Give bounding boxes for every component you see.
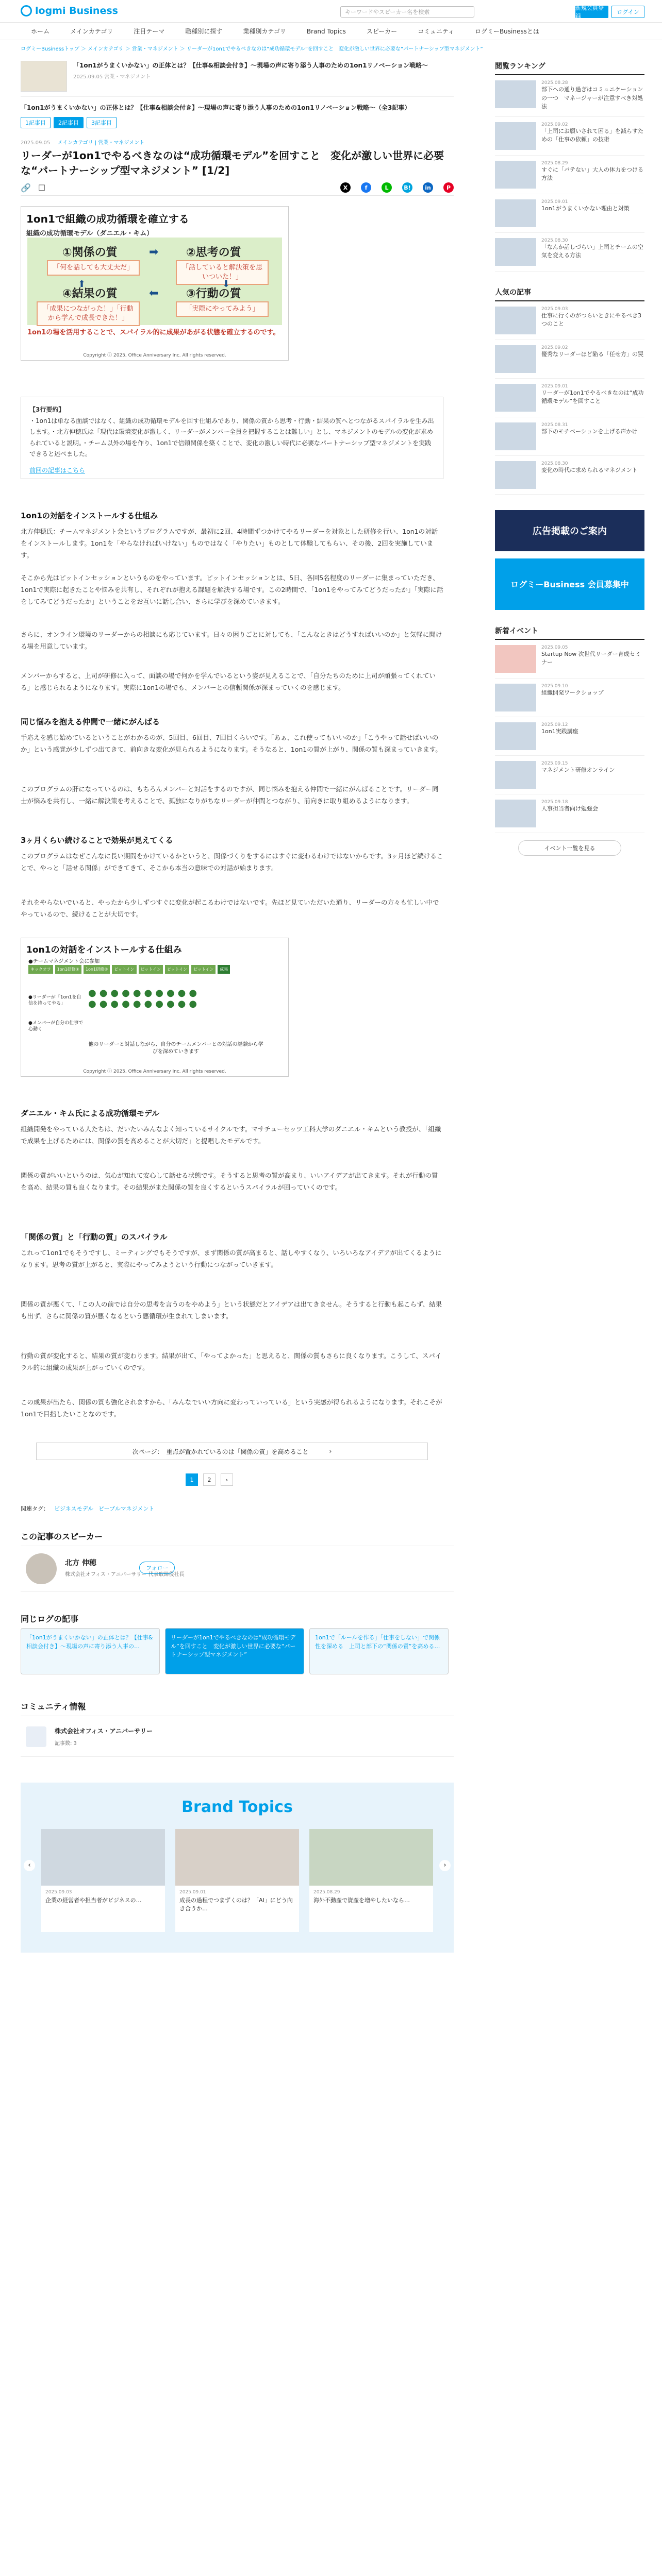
slide-title: 1on1で組織の成功循環を確立する <box>26 213 189 225</box>
series-list-text: リーダーが1on1でやるべきなのは“成功循環モデル”を回すこと 変化が激しい世界に必要な“パートナーシップ型マネジメント” <box>171 1634 296 1658</box>
part-1-tab[interactable]: 1記事目 <box>21 117 51 128</box>
item-date: 2025.09.01 <box>541 199 568 205</box>
event-item[interactable] <box>495 640 644 679</box>
prev-arrow-icon[interactable]: ‹ <box>24 1860 35 1871</box>
summary-title: 【3行要約】 <box>29 406 65 413</box>
item-thumbnail <box>495 761 536 789</box>
nav-themes[interactable]: 注目テーマ <box>134 28 165 35</box>
avatar <box>26 1553 57 1584</box>
item-thumbnail <box>495 161 536 189</box>
hatena-share-icon[interactable]: B! <box>402 182 412 193</box>
item-title: 部下への通り過ぎはコミュニケーションの一つ マネージャーが注意すべき対処法 <box>541 86 643 110</box>
slide-copyright: Copyright ⓒ 2025, Office Anniversary Inc. All rights reserved. <box>83 353 226 358</box>
event-item[interactable] <box>495 756 644 794</box>
paragraph: 関係の質が悪くて、「この人の前では自分の思考を言うのをやめよう」という状態だとアイデアは出てきません。そうすると行動も起こらず、結果も出ず、さらに関係の質が悪くなるという悪循環が生まれてしまいます。 <box>21 1300 442 1320</box>
series-thumbnail <box>21 61 67 92</box>
paragraph: さらに、オンライン環境のリーダーからの相談にも応じています。日々の困りごとに対しても、「こんなときはどうすればいいのか」と気軽に聞ける場を用意しています。 <box>21 631 442 651</box>
q2-label: ②思考の質 <box>186 246 241 259</box>
item-date: 2025.09.15 <box>541 760 568 766</box>
next-page-box[interactable] <box>36 1443 428 1460</box>
popular-item[interactable] <box>495 340 644 379</box>
ranking-item[interactable] <box>495 75 644 117</box>
nav-about[interactable]: ログミーBusinessとは <box>474 28 539 35</box>
item-date: 2025.09.12 <box>541 722 568 727</box>
tags <box>21 1504 154 1513</box>
item-title: 1on1がうまくいかない理由と対策 <box>541 205 630 212</box>
page-1-button[interactable]: 1 <box>186 1473 198 1486</box>
ranking-item[interactable] <box>495 156 644 194</box>
global-nav <box>0 23 662 40</box>
step-chip: キックオフ <box>28 965 53 974</box>
community-logo <box>26 1726 46 1747</box>
item-date: 2025.09.02 <box>541 345 568 350</box>
nav-speakers[interactable]: スピーカー <box>366 28 398 35</box>
paragraph: 組織開発をやっている人たちは、だいたいみんなよく知っているサイクルです。マサチューセッツ工科大学のダニエル・キムという教授が、「組織で成果を上げるためには、関係の質を高めることが大切だ」と提唱したモデルです。 <box>21 1125 441 1145</box>
speaker-role: 株式会社オフィス・アニバーサリー 代表取締役社長 <box>65 1572 185 1578</box>
q1-note: 「何を話しても大丈夫だ」 <box>47 260 140 276</box>
series-list-item-current[interactable] <box>165 1628 304 1674</box>
cycle-arrow-up: ⬆ <box>78 279 86 290</box>
section-heading: 同じ悩みを抱える仲間で一緒にがんばる <box>21 717 160 726</box>
brand-card-text: 海外不動産で資産を増やしたいなら… <box>313 1897 410 1904</box>
section-heading: 1on1の対話をインストールする仕組み <box>21 511 158 520</box>
paragraph: 関係の質がいいというのは、気心が知れて安心して話せる状態です。そうすると思考の質が高まり、いいアイデアが出てきます。それが行動の質を高め、結果の質も良くなります。その結果がまた関係の質を良くするというスパイラルが回っていくのです。 <box>21 1172 438 1192</box>
link-icon[interactable]: 🔗 <box>21 183 31 193</box>
ranking-heading: 閲覧ランキング <box>495 61 644 75</box>
slide-legend: ●チームマネジメント会に参加 <box>28 959 100 964</box>
slide-bottom-text: 1on1の場を活用することで、スパイラル的に成果があがる状態を確立するのです。 <box>27 329 280 336</box>
slide-copyright: Copyright ⓒ 2025, Office Anniversary Inc. All rights reserved. <box>83 1069 226 1074</box>
item-thumbnail <box>495 307 536 334</box>
item-title: リーダーが1on1でやるべきなのは“成功循環モデル”を回すこと <box>541 389 644 404</box>
pocket-share-icon[interactable]: P <box>443 182 454 193</box>
community-card[interactable] <box>21 1716 454 1757</box>
brand-card-text: 企業の経営者や担当者がビジネスの… <box>45 1897 142 1904</box>
logo-text: logmi Business <box>35 5 118 16</box>
item-date: 2025.08.30 <box>541 238 568 243</box>
item-date: 2025.08.30 <box>541 461 568 466</box>
logo[interactable] <box>21 5 118 16</box>
article-meta <box>21 138 144 146</box>
q4-label: ④結果の質 <box>62 287 118 300</box>
step-chip: 成果 <box>218 965 230 974</box>
popular-item[interactable] <box>495 417 644 456</box>
community-count: 記事数: 3 <box>55 1741 77 1747</box>
brand-card[interactable] <box>309 1829 433 1932</box>
tags-label: 関連タグ： <box>21 1505 49 1512</box>
series-title: 「1on1がうまくいかない」の正体とは？【仕事&相談会付き】〜現場の声に寄り添う人事のための1on1リノベーション戦略〜 <box>73 62 428 69</box>
signup-button[interactable]: 新規会員登録 <box>575 6 608 18</box>
series-list-text: 「1on1がうまくいかない」の正体とは？【仕事&相談会付き】〜現場の声に寄り添う人事の… <box>26 1634 153 1650</box>
slide-note: 他のリーダーと対話しながら、自分のチームメンバーとの対話の経験から学びを深めていきます <box>88 1042 263 1055</box>
step-chip: ピットイン <box>139 965 163 974</box>
series-parts <box>21 117 454 128</box>
ranking-item[interactable] <box>495 194 644 233</box>
item-title: 組織開発ワークショップ <box>541 689 604 696</box>
member-line: ●メンバーが自分の仕事で心動く <box>28 1021 84 1032</box>
top-bar <box>0 0 662 23</box>
people-figures: ●●●●●●●●●● ●●●●●●●●●● <box>88 988 201 1009</box>
brand-card-image <box>309 1829 433 1886</box>
previous-article-link[interactable]: 前回の記事はこちら <box>29 466 86 474</box>
bookmark-icon[interactable]: ☐ <box>38 183 46 193</box>
paragraph: これって1on1でもそうですし、ミーティングでもそうですが、まず関係の質が高まると、話しやすくなり、いろいろなアイデアが出てくるようになります。思考の質が上がると、実際にやってみようという行動につながっていきます。 <box>21 1249 442 1269</box>
item-title: 「なんか話しづらい」上司とチームの空気を変える方法 <box>541 243 643 259</box>
popular-heading: 人気の記事 <box>495 287 644 301</box>
item-date: 2025.09.05 <box>541 645 568 650</box>
speaker-heading: この記事のスピーカー <box>21 1532 103 1541</box>
item-date: 2025.08.29 <box>541 160 568 166</box>
cycle-arrow-right: ➡ <box>149 246 159 259</box>
step-chip: ピットイン <box>165 965 189 974</box>
paragraph: 行動の質が変化すると、結果の質が変わります。結果が出て、「やってよかった」と思えると、関係の質もさらに良くなります。こうして、スパイラル的に組織の成果が上がっていくのです。 <box>21 1352 442 1372</box>
member-banner-text: ログミーBusiness 会員募集中 <box>510 580 629 589</box>
item-date: 2025.09.10 <box>541 683 568 689</box>
item-thumbnail <box>495 422 536 450</box>
step-chip: ピットイン <box>112 965 136 974</box>
paragraph: 手応えを感じ始めているということがわかるのが、5回目、6回目、7回目くらいです。「あぁ、これ使ってもいいのか」「こうやって話せばいいのか」という感覚が少しずつ出てきて、前向きな変化が見られるようになります。そうなると、1on1の質が上がり、関係の質も深まっていきます。 <box>21 734 442 754</box>
item-thumbnail <box>495 345 536 373</box>
item-title: Startup Now 次世代リーダー育成セミナー <box>541 650 641 666</box>
item-date: 2025.09.01 <box>541 383 568 389</box>
popular-item[interactable] <box>495 379 644 417</box>
paragraph: このプログラムはなぜこんなに長い期間をかけているかというと、関係づくりをするにはすぐに変わるわけではないからです。3ヶ月ほど続けることで、やっと「話せる関係」ができてきて、そこから本当の意味での対話が始まります。 <box>21 852 443 872</box>
next-arrow-icon[interactable]: › <box>221 1473 233 1486</box>
line-share-icon[interactable]: L <box>382 182 392 193</box>
ad-banner[interactable] <box>495 510 644 551</box>
nav-community[interactable]: コミュニティ <box>418 28 454 35</box>
section-heading: 「関係の質」と「行動の質」のスパイラル <box>21 1232 168 1242</box>
search-placeholder: キーワードやスピーカー名を検索 <box>345 9 430 15</box>
part-2-tab[interactable]: 2記事目 <box>54 117 84 128</box>
section-heading: ダニエル・キム氏による成功循環モデル <box>21 1109 160 1118</box>
series-list-item[interactable] <box>21 1628 160 1674</box>
brand-card-date: 2025.09.01 <box>179 1890 206 1895</box>
item-thumbnail <box>495 122 536 150</box>
brand-card-image <box>175 1829 299 1886</box>
brand-card-date: 2025.09.03 <box>45 1890 72 1895</box>
pagination <box>186 1473 233 1486</box>
cycle-arrow-left: ⬅ <box>149 287 159 300</box>
paragraph: 北方伸穂氏：チームマネジメント会というプログラムですが、最初に2回、4時間ずつかけてやるリーダーを対象とした研修を行い、1on1の対話をインストールします。1on1を「やらなければいけない」ものではなく「やりたい」ものとして体験してもらい、その後、2回を実施しています。 <box>21 528 438 560</box>
nav-brand-topics[interactable]: Brand Topics <box>306 27 346 35</box>
breadcrumb[interactable]: ログミーBusinessトップ ＞ メインカテゴリ ＞ 営業・マネジメント ＞ リーダーが1on1でやるべきなのは“成功循環モデル”を回すこと 変化が激しい世界に必要な“パートナーシップ型マネジメント” <box>21 46 483 52</box>
tag-link[interactable]: ピープルマネジメント <box>98 1505 155 1512</box>
series-card[interactable] <box>21 61 454 97</box>
series-meta: 2025.09.05 営業・マネジメント <box>73 74 151 80</box>
community-name: 株式会社オフィス・アニバーサリー <box>55 1727 153 1735</box>
paragraph: このプログラムの肝になっているのは、もちろんメンバーと対話をするのですが、同じ悩みを抱える仲間で一緒にがんばることです。リーダー同士が悩みを共有し、一緒に解決策を考えることで、孤独になりがちなリーダーが仲間とつながり、前向きに取り組めるようになります。 <box>21 785 439 805</box>
nav-occupations[interactable]: 職種別に探す <box>185 28 223 35</box>
event-item[interactable] <box>495 679 644 717</box>
next-page-label: 次ページ： 重点が置かれているのは「関係の質」を高めること <box>132 1448 309 1455</box>
paragraph: そこから先はピットインセッションというものをやっています。ピットインセッションとは、5日、各回5名程度のリーダーに集まっていただき、1on1で実際に起きたことや悩みを共有し、それぞれが抱える課題を解決する場です。この2時間で、「1on1をやってみてどうだったか」「実際に話をしてみてどうだったか」ということをお互いに話し合い、さらに学びを深めていきます。 <box>21 574 443 606</box>
item-thumbnail <box>495 80 536 108</box>
series-list-heading: 同じログの記事 <box>21 1614 79 1624</box>
sidebar <box>495 61 644 856</box>
article-date: 2025.09.05 <box>21 140 51 146</box>
paragraph: この成果が出たら、関係の質も強化されますから、「みんなでいい方向に変わっていっている」という実感が得られるようになります。それこそが1on1で目指したいことなのです。 <box>21 1398 442 1418</box>
cycle-arrow-down: ⬇ <box>222 279 230 290</box>
part-3-tab[interactable]: 3記事目 <box>87 117 117 128</box>
brand-card-text: 成長の過程でつまずくのは？「AI」にどう向き合うか… <box>179 1897 293 1912</box>
article-category[interactable]: メインカテゴリ | 営業・マネジメント <box>57 140 145 146</box>
share-bar <box>21 180 454 196</box>
series-list-text: 1on1で「ルールを作る」「仕事をしない」で関係性を深める 上司と部下の“関係の質”を高める… <box>315 1634 440 1650</box>
article-title: リーダーが1on1でやるべきなのは“成功循環モデル”を回すこと 変化が激しい世界に必要な“パートナーシップ型マネジメント” [1/2] <box>21 149 444 177</box>
community-heading: コミュニティ情報 <box>21 1702 86 1711</box>
item-date: 2025.09.03 <box>541 306 568 312</box>
next-arrow-icon[interactable]: › <box>439 1860 451 1871</box>
item-thumbnail <box>495 722 536 750</box>
member-banner[interactable] <box>495 558 644 610</box>
item-thumbnail <box>495 384 536 412</box>
ranking-item[interactable] <box>495 233 644 272</box>
item-title: 部下のモチベーションを上げる声かけ <box>541 428 638 435</box>
q3-label: ③行動の質 <box>186 287 241 300</box>
item-title: 1on1実践講座 <box>541 727 578 735</box>
q4-note: 「成果につながった！」「行動から学んで成長できた！」 <box>37 301 140 326</box>
brand-topics-section <box>21 1783 454 1953</box>
item-date: 2025.09.02 <box>541 122 568 127</box>
slide-success-cycle <box>21 206 289 361</box>
series-list-item[interactable] <box>309 1628 449 1674</box>
item-thumbnail <box>495 645 536 673</box>
login-button[interactable]: ログイン <box>611 6 644 18</box>
nav-main-category[interactable]: メインカテゴリ <box>70 28 113 35</box>
item-thumbnail <box>495 684 536 711</box>
step-chip: ピットイン <box>191 965 216 974</box>
section-heading: 3ヶ月くらい続けることで効果が見えてくる <box>21 836 173 845</box>
item-title: マネジメント研修オンライン <box>541 766 615 773</box>
ad-title: 広告掲載のご案内 <box>533 526 607 537</box>
q1-label: ①関係の質 <box>62 246 118 259</box>
nav-home[interactable]: ホーム <box>31 28 50 35</box>
series-bar <box>21 103 454 128</box>
item-thumbnail <box>495 238 536 266</box>
item-title: 「上司にお願いされて困る」を減らすための「仕事の依頼」の技術 <box>541 127 643 143</box>
speaker-name: 北方 伸穂 <box>65 1559 96 1567</box>
item-title: 変化の時代に求められるマネジメント <box>541 466 638 473</box>
item-title: すぐに「バテない」大人の体力をつける方法 <box>541 166 643 181</box>
q2-note: 「話していると解決策を思いついた！」 <box>176 260 269 285</box>
speaker-card[interactable] <box>21 1546 454 1592</box>
brand-card[interactable] <box>41 1829 165 1932</box>
brand-card-date: 2025.08.29 <box>313 1890 340 1895</box>
summary-text: ・1on1は単なる面談ではなく、組織の成功循環モデルを回す仕組みであり、関係の質から思考・行動・結果の質へとつながるスパイラルを生み出します。・北方伸穂氏は「現代は環境変化が激しく、リーダーがメンバー全員を把握することは難しい」とし、マネジメントのモデルの変化が求められていると説明。・チーム以外の場を作り、1on1で信頼関係を築くことで、変化の激しい時代に必要なパートナーシップ型マネジメントを実践できると述べました。 <box>29 417 434 458</box>
item-title: 人事担当者向け勉強会 <box>541 805 598 812</box>
steps-row <box>28 965 230 974</box>
series-bar-title: 「1on1がうまくいかない」の正体とは？【仕事&相談会付き】〜現場の声に寄り添う人事のための1on1リノベーション戦略〜（全3記事） <box>21 104 411 111</box>
search-input[interactable] <box>340 6 474 18</box>
event-item[interactable] <box>495 794 644 833</box>
linkedin-share-icon[interactable]: in <box>423 182 433 193</box>
slide-title: 1on1の対話をインストールする仕組み <box>26 945 182 955</box>
paragraph: それをやらないでいると、やったから少しずつすぐに変化が起こるわけではないです。先ほど見ていただいた通り、リーダーの方々も忙しい中でやっているので、続けることが大切です。 <box>21 899 439 919</box>
brand-card-image <box>41 1829 165 1886</box>
item-date: 2025.08.31 <box>541 422 568 428</box>
step-chip: 1on1研修② <box>84 965 110 974</box>
brand-card[interactable] <box>175 1829 299 1932</box>
q3-note: 「実際にやってみよう」 <box>176 301 269 317</box>
item-thumbnail <box>495 199 536 227</box>
item-date: 2025.08.28 <box>541 80 568 86</box>
item-date: 2025.09.18 <box>541 799 568 805</box>
item-thumbnail <box>495 461 536 489</box>
logo-icon <box>21 5 32 16</box>
events-heading: 新着イベント <box>495 625 644 640</box>
summary-box <box>21 397 443 479</box>
events-more-label: イベント一覧を見る <box>544 844 595 852</box>
item-title: 仕事に行くのがつらいときにやるべき3つのこと <box>541 312 641 327</box>
item-title: 優秀なリーダーほど陥る「任せ方」の罠 <box>541 350 643 358</box>
chevron-right-icon: › <box>329 1448 332 1455</box>
item-thumbnail <box>495 800 536 827</box>
paragraph: メンバーからすると、上司が研修に入って、面談の場で何かを学んでいるという姿が見えることで、「自分たちのために上司が頑張ってくれている」と感じられるようになります。実際に1on1の場でも、メンバーとの信頼関係が深まっていくのを感じます。 <box>21 672 436 692</box>
x-share-icon[interactable]: X <box>340 182 351 193</box>
facebook-share-icon[interactable]: f <box>361 182 371 193</box>
events-more-button[interactable] <box>518 840 621 856</box>
follow-button[interactable]: フォロー <box>139 1562 175 1574</box>
ranking-item[interactable] <box>495 117 644 156</box>
slide-subtitle: 組織の成功循環モデル（ダニエル・キム） <box>26 230 154 238</box>
slide-install-mechanism <box>21 938 289 1077</box>
tag-link[interactable]: ビジネスモデル <box>54 1505 94 1512</box>
leader-line: ●リーダーが「1on1を自信を持ってやる」 <box>28 995 81 1006</box>
popular-item[interactable] <box>495 301 644 340</box>
event-item[interactable] <box>495 717 644 756</box>
step-chip: 1on1研修① <box>55 965 81 974</box>
nav-industries[interactable]: 業種別カテゴリ <box>243 28 286 35</box>
popular-item[interactable] <box>495 456 644 495</box>
brand-topics-heading: Brand Topics <box>181 1798 293 1816</box>
page-2-button[interactable]: 2 <box>203 1473 216 1486</box>
